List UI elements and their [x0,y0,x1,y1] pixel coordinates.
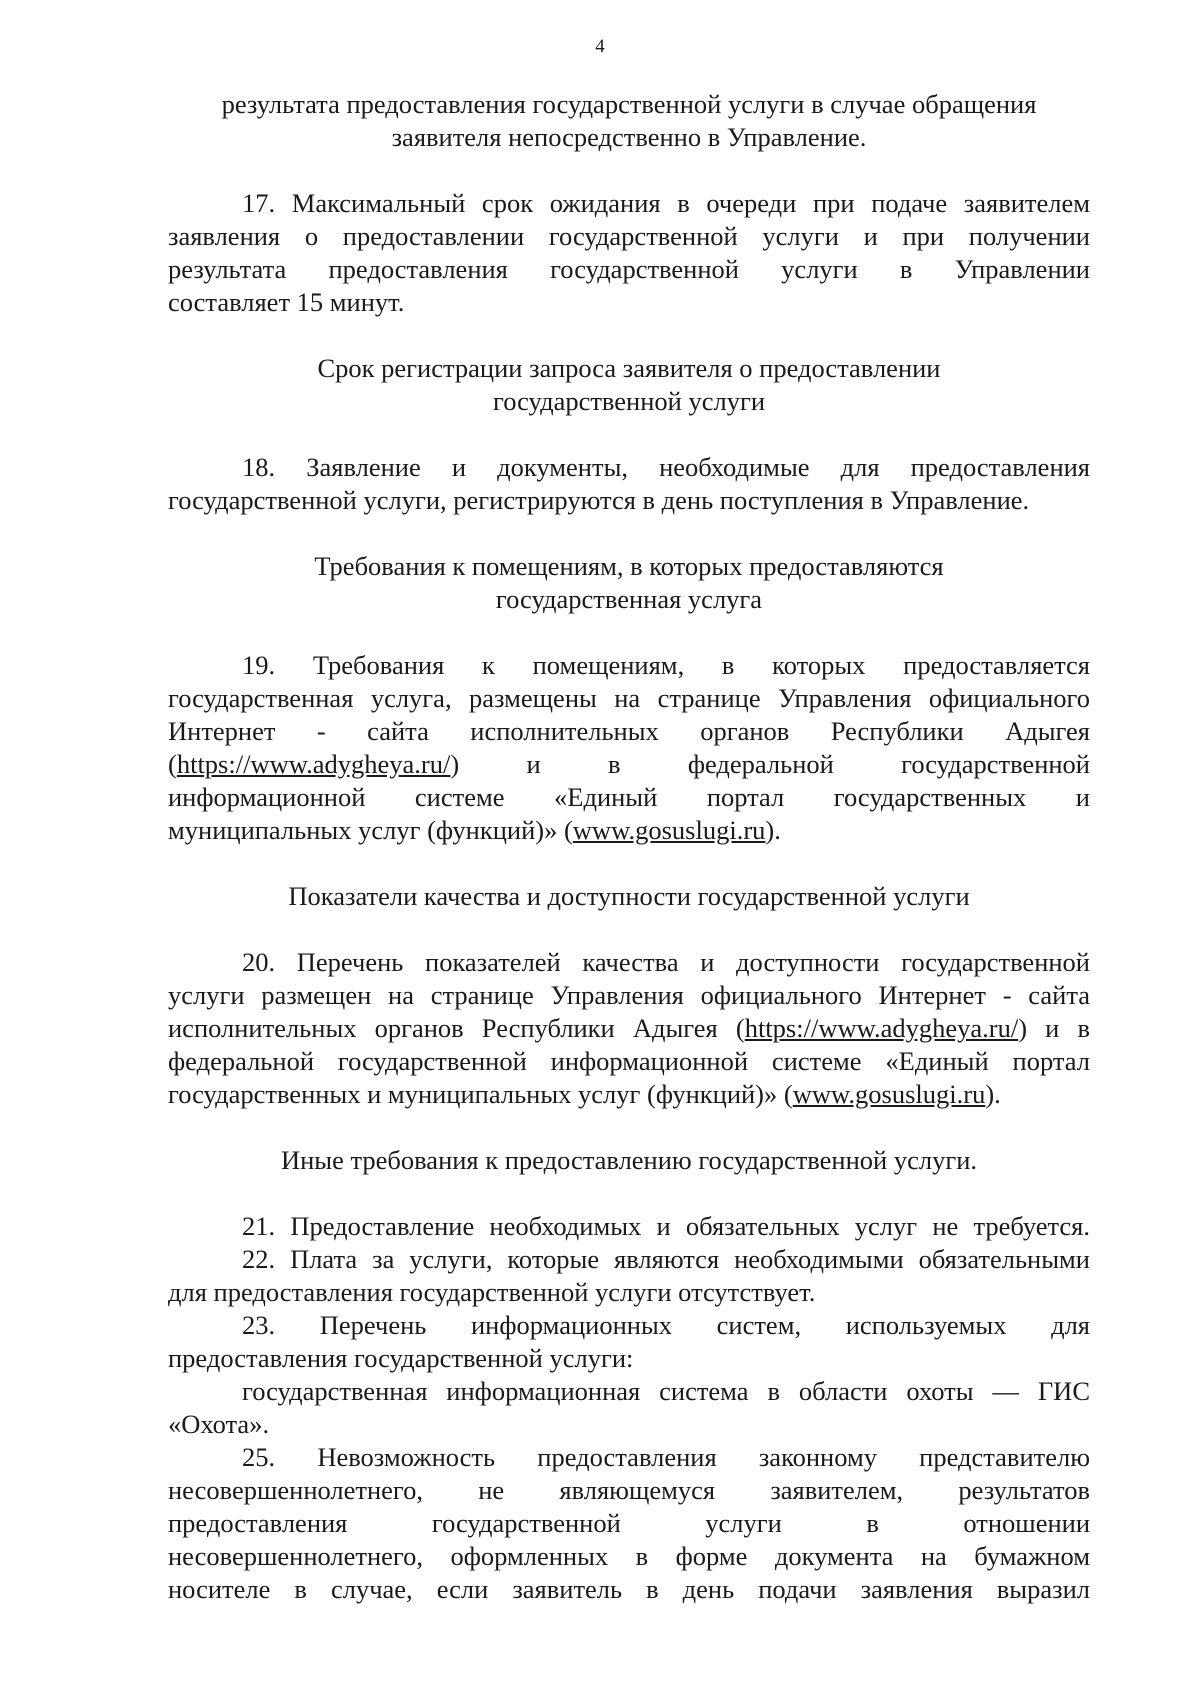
text-line [168,748,1090,781]
text-line: результата предоставления государственной услуги в случае обращения [221,89,1037,119]
text-line: несовершеннолетнего, не являющемуся заявителем, результатов [168,1475,1090,1505]
text-line: информационной системе «Единый портал государственных и [168,782,1090,812]
text-line [168,1012,1090,1045]
page-number: 4 [595,36,605,57]
text-fragment: ). [765,815,781,845]
text-line: 22. Плата за услуги, которые являются необходимыми обязательными [242,1244,1090,1274]
text-fragment: государственных и муниципальных услуг (функций)» ( [168,1079,793,1109]
heading-line: Срок регистрации запроса заявителя о предоставлении [317,353,941,383]
text-fragment: исполнительных органов Республики Адыгея ( [168,1013,745,1043]
text-line: «Охота». [168,1409,270,1439]
section-heading-registration [168,352,1090,418]
text-line: 25. Невозможность предоставления законному представителю [242,1442,1090,1472]
text-line: 18. Заявление и документы, необходимые для предоставления [242,452,1090,482]
adygheya-site-link[interactable]: https://www.adygheya.ru/ [744,1013,1019,1043]
text-line: для предоставления государственной услуги отсутствует. [168,1277,816,1307]
heading-line: Иные требования к предоставлению государственной услуги. [280,1145,977,1175]
text-line: услуги размещен на странице Управления официального Интернет - сайта [168,980,1090,1010]
heading-line: Требования к помещениям, в которых предоставляются [314,551,944,581]
gosuslugi-link[interactable]: www.gosuslugi.ru [792,1079,986,1109]
section-heading-premises [168,550,1090,616]
heading-line: государственной услуги [492,386,766,416]
text-line: государственной услуги, регистрируются в день поступления в Управление. [168,485,1030,515]
text-line: 21. Предоставление необходимых и обязательных услуг не требуется. [242,1211,1090,1241]
text-line: Интернет - сайта исполнительных органов Республики Адыгея [168,716,1090,746]
paragraph-18 [168,451,1090,517]
text-fragment: ). [985,1079,1001,1109]
text-line: составляет 15 минут. [168,287,405,317]
paragraph-20 [168,946,1090,1111]
text-line: 19. Требования к помещениям, в которых предоставляется [242,650,1090,680]
paragraph-17 [168,187,1090,319]
text-line: 20. Перечень показателей качества и доступности государственной [242,947,1090,977]
text-line: результата предоставления государственной услуги в Управлении [168,254,1090,284]
text-line: государственная информационная система в области охоты — ГИС [242,1376,1090,1406]
intro-paragraph [168,88,1090,154]
paragraph-25 [168,1441,1090,1606]
text-line [168,814,1090,847]
document-body [168,88,1090,1606]
text-line: федеральной государственной информационной системе «Единый портал [168,1046,1090,1076]
text-line: носителе в случае, если заявитель в день подачи заявления выразил [168,1574,1090,1604]
heading-line: государственная услуга [495,584,763,614]
section-heading-quality [168,880,1090,913]
text-line: 23. Перечень информационных систем, используемых для [242,1310,1090,1340]
text-fragment: муниципальных услуг (функций)» ( [168,815,573,845]
heading-line: Показатели качества и доступности государственной услуги [288,881,970,911]
text-line: 17. Максимальный срок ожидания в очереди при подаче заявителем [242,188,1090,218]
paragraph-21 [168,1210,1090,1243]
adygheya-site-link[interactable]: https://www.adygheya.ru/ [176,749,451,779]
text-line: предоставления государственной услуги в отношении [168,1508,1090,1538]
text-line: несовершеннолетнего, оформленных в форме документа на бумажном [168,1541,1090,1571]
paragraph-23 [168,1309,1090,1375]
text-line: заявителя непосредственно в Управление. [391,122,867,152]
text-fragment: ) и в федеральной государственной [450,749,1090,779]
paragraph-22 [168,1243,1090,1309]
text-fragment: ) и в [1018,1013,1090,1043]
text-line: государственная услуга, размещены на странице Управления официального [168,683,1090,713]
text-line: заявления о предоставлении государственной услуги и при получении [168,221,1090,251]
text-line: предоставления государственной услуги: [168,1343,634,1373]
text-line [168,1078,1090,1111]
text-fragment: ( [168,749,177,779]
gosuslugi-link[interactable]: www.gosuslugi.ru [572,815,766,845]
paragraph-19 [168,649,1090,847]
paragraph-23-item [168,1375,1090,1441]
section-heading-other-requirements [168,1144,1090,1177]
